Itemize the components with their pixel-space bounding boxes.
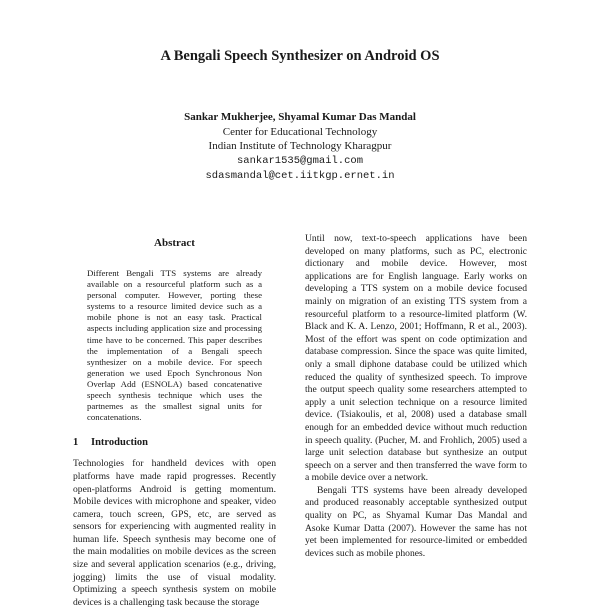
section-heading-introduction	[73, 437, 276, 448]
author-block	[0, 110, 600, 185]
intro-body	[73, 458, 276, 608]
abstract-heading: Abstract	[154, 237, 195, 249]
email-2: sdasmandal@cet.iitkgp.ernet.in	[205, 170, 395, 182]
left-column	[73, 237, 276, 608]
section-number: 1	[73, 437, 79, 449]
right-paragraph-2: Bengali TTS systems have been already developed and produced reasonably acceptable synthesized output quality on PC, as Shyamal Kumar Das Mandal and Asoke Kumar Datta (2007). However the same has not yet been implemented for resource-limited or embedded devices such as mobile phones.	[305, 484, 527, 559]
affiliation-line-2: Indian Institute of Technology Kharagpur	[208, 140, 392, 152]
right-paragraph-1: Until now, text-to-speech applications have been developed on many platforms, such as PC, electronic dictionary and mobile device. However, most applications are for English language. Early works on developing a TTS system on a mobile device focused mainly on migration of an existing TTS system from a resourceful platform to a resource-limited platform (W. Black and K. A. Lenzo, 2001; Hoffmann, R et al., 2003). Most of the effort was spent on code optimization and database compression. Since the space was quite limited, only a small diphone database could be utilized which reduced the quality of synthesized speech. To improve the output speech quality some researchers attempted to apply a unit selection technique on a resource limited device. (Tsiakoulis, et al, 2008) used a database small enough for an embedded device without much reduction in speech quality. (Pucher, M. and Frohlich, 2005) used a large unit selection database but synthesize an output speech on a server and then transferred the wave form to a mobile device over a network.	[305, 233, 527, 484]
paper-title: A Bengali Speech Synthesizer on Android OS	[160, 48, 440, 64]
right-column-body	[305, 233, 527, 598]
intro-paragraph-1: Technologies for handheld devices with open platforms have made rapid progresses. Recently open-platforms Android is getting momentum. Mobile devices with microphone and speaker, video camera, touch screen, GPS, etc, are served as sensors for experiencing with augmented reality in human life. Speech synthesis may become one of the main modalities on mobile devices as the screen size and several application scenarios (e.g., driving, jogging) limits the use of visual modality. Optimizing a speech synthesis system on mobile devices is a challenging task because the storage	[73, 458, 276, 608]
right-column	[305, 233, 527, 598]
author-names: Sankar Mukherjee, Shyamal Kumar Das Mandal	[184, 111, 416, 123]
abstract-text: Different Bengali TTS systems are already available on a resourceful platform such as a personal computer. However, porting these systems to a resource limited device such as a mobile phone is not an easy task. Practical aspects including application size and processing time have to be concerned. This paper describes the implementation of a Bengali speech synthesizer on a mobile device. For speech generation we used Epoch Synchronous Non Overlap Add (ESNOLA) based concatenative speech synthesis technique which uses the partnemes as the smallest signal units for concatenations.	[87, 268, 262, 423]
affiliation-line-1: Center for Educational Technology	[222, 125, 378, 138]
section-title: Introduction	[91, 437, 148, 449]
email-1: sankar1535@gmail.com	[236, 154, 364, 167]
